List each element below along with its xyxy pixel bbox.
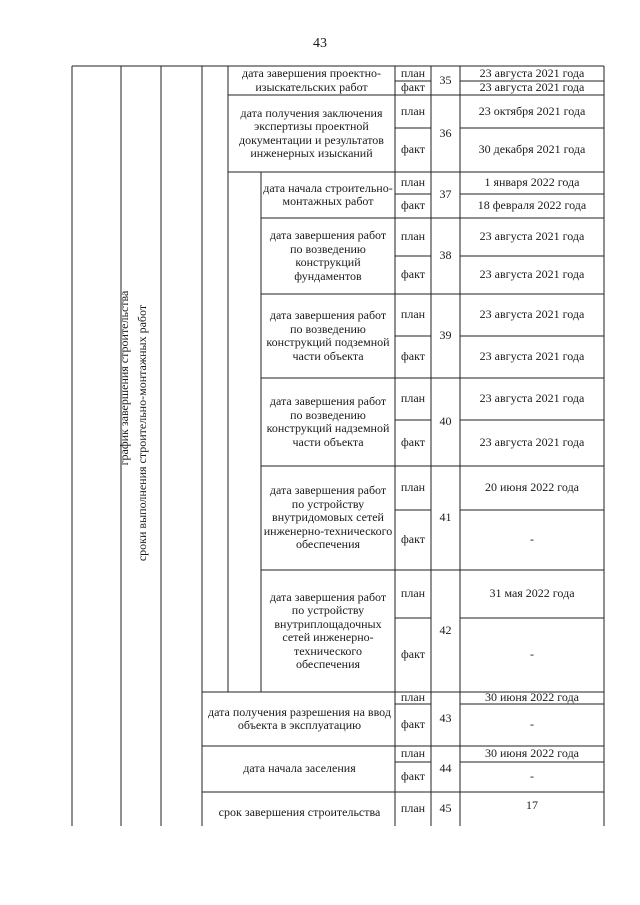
plan-label: план xyxy=(400,307,426,322)
plan-value: 23 августа 2021 года xyxy=(479,229,585,244)
plan-value: 23 августа 2021 года xyxy=(479,391,585,406)
row-number: 40 xyxy=(439,414,452,429)
plan-label: план xyxy=(400,586,426,601)
fact-value: 18 февраля 2022 года xyxy=(477,198,587,213)
fact-value: - xyxy=(530,532,534,547)
row-number: 35 xyxy=(439,72,452,87)
fact-label: факт xyxy=(400,267,426,282)
fact-label: факт xyxy=(400,198,426,213)
row-label: дата получения разрешения на ввод объекта в эксплуатацию xyxy=(208,704,391,732)
inner-vertical-label: сроки выполнения строительно-монтажных работ xyxy=(135,304,149,562)
fact-value: 23 августа 2021 года xyxy=(479,435,585,450)
plan-label: план xyxy=(400,801,426,816)
row-number: 38 xyxy=(439,248,452,263)
plan-label: план xyxy=(400,103,426,118)
fact-label: факт xyxy=(400,769,426,784)
row-number: 36 xyxy=(439,125,452,140)
plan-value: 17 xyxy=(526,798,538,813)
plan-value: 30 июня 2022 года xyxy=(484,690,580,705)
plan-value: 23 августа 2021 года xyxy=(479,65,585,80)
fact-value: - xyxy=(530,647,534,662)
fact-label: факт xyxy=(400,647,426,662)
fact-value: 23 августа 2021 года xyxy=(479,80,585,95)
page-number: 43 xyxy=(313,36,327,51)
plan-value: 20 июня 2022 года xyxy=(484,480,580,495)
plan-value: 1 января 2022 года xyxy=(484,175,580,190)
row-label: дата завершения работ по возведению конструкций подземной части объекта xyxy=(266,308,390,363)
plan-label: план xyxy=(400,690,426,705)
plan-value: 23 августа 2021 года xyxy=(479,307,585,322)
row-label: срок завершения строительства xyxy=(218,805,381,820)
plan-value: 23 октября 2021 года xyxy=(478,103,586,118)
fact-label: факт xyxy=(400,142,426,157)
plan-label: план xyxy=(400,480,426,495)
row-label: дата начала заселения xyxy=(243,761,356,776)
row-number: 44 xyxy=(439,761,452,776)
outer-vertical-label: график завершения строительства xyxy=(117,290,131,466)
row-label: дата завершения работ по устройству внутридомовых сетей инженерно-технического обеспечения xyxy=(263,483,393,552)
fact-label: факт xyxy=(400,532,426,547)
fact-label: факт xyxy=(400,435,426,450)
fact-value: - xyxy=(530,717,534,732)
row-label: дата получения заключения экспертизы проектной документации и результатов инженерных изысканий xyxy=(239,105,384,160)
fact-label: факт xyxy=(400,80,426,95)
row-number: 43 xyxy=(439,711,452,726)
fact-value: 23 августа 2021 года xyxy=(479,349,585,364)
fact-label: факт xyxy=(400,717,426,732)
plan-label: план xyxy=(400,175,426,190)
plan-label: план xyxy=(400,391,426,406)
plan-label: план xyxy=(400,65,426,80)
row-label: дата начала строительно-монтажных работ xyxy=(263,180,393,208)
row-label: дата завершения работ по возведению конструкций фундаментов xyxy=(269,228,387,283)
plan-value: 30 июня 2022 года xyxy=(484,746,580,761)
fact-label: факт xyxy=(400,349,426,364)
fact-value: 30 декабря 2021 года xyxy=(478,142,586,157)
row-number: 42 xyxy=(439,623,452,638)
plan-value: 31 мая 2022 года xyxy=(489,586,575,601)
plan-label: план xyxy=(400,746,426,761)
row-label: дата завершения работ по возведению конструкций надземной части объекта xyxy=(266,394,390,449)
row-number: 45 xyxy=(439,801,452,816)
plan-label: план xyxy=(400,229,426,244)
fact-value: 23 августа 2021 года xyxy=(479,267,585,282)
row-label: дата завершения проектно-изыскательских работ xyxy=(242,66,381,94)
row-number: 41 xyxy=(439,510,452,525)
fact-value: - xyxy=(530,769,534,784)
row-number: 39 xyxy=(439,328,452,343)
row-number: 37 xyxy=(439,187,452,202)
row-label: дата завершения работ по устройству внутриплощадочных сетей инженерно-технического обеспечения xyxy=(269,589,387,671)
